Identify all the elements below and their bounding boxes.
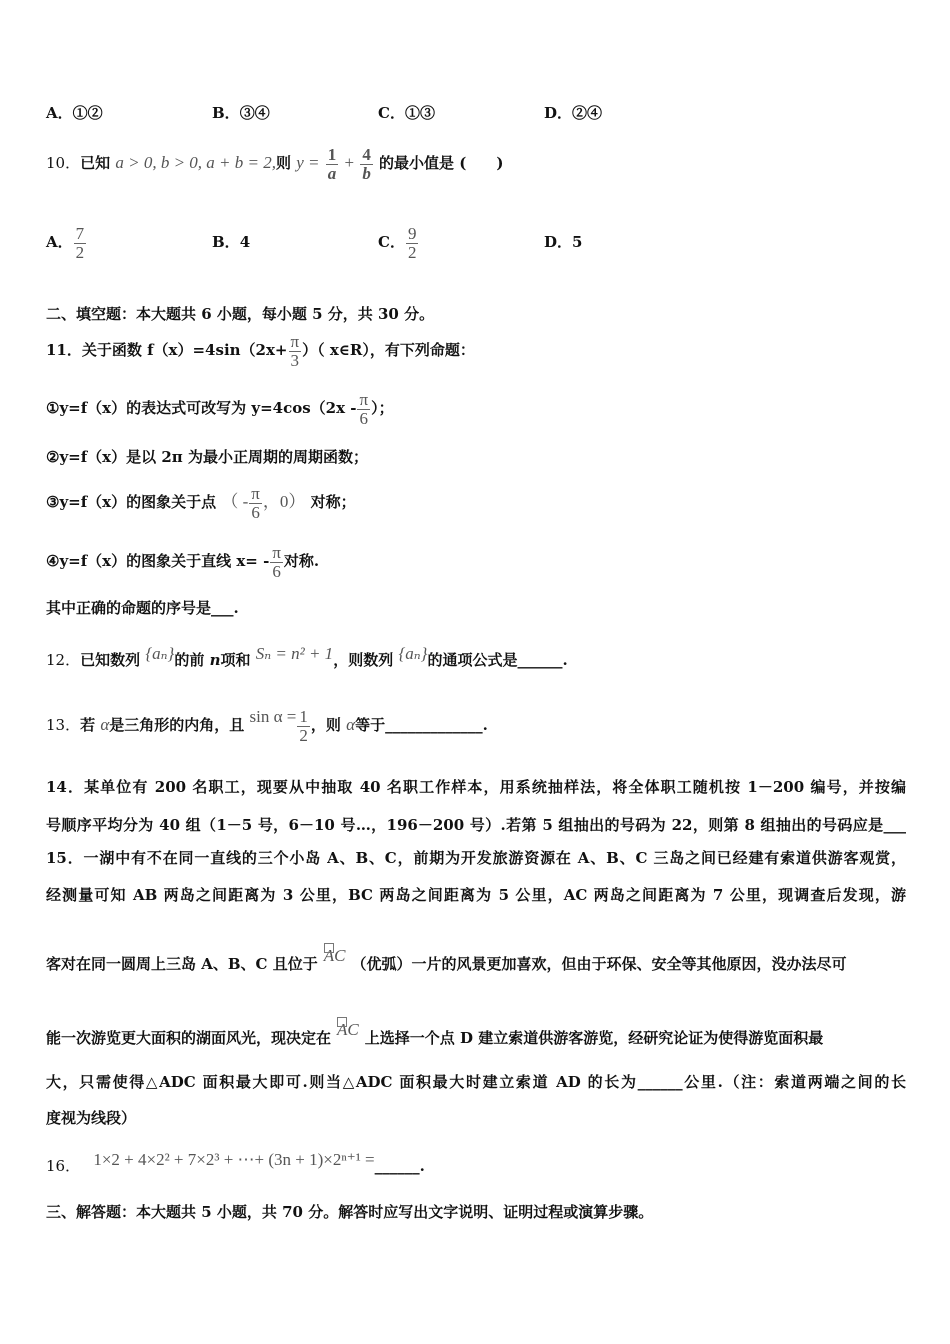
q15-line-2: 经测量可知 AB 两岛之间距离为 3 公里，BC 两岛之间距离为 5 公里，AC 两岛之间距离为 7 公里，现调查后发现，游 xyxy=(46,886,906,904)
q15-line-6: 度视为线段） xyxy=(46,1109,137,1127)
q11-statement-3: ③y=f（x）的图象关于点 （ - $\frac{\pi}{6}$ ，0） 对称； xyxy=(46,483,356,522)
q15-line-4: 能一次游览更大面积的湖面风光，现决定在 AC 上选择一个点 D 建立索道供游客游览，经研究论证为使得游览面积最 xyxy=(46,1020,824,1047)
arc-ac-symbol: AC xyxy=(323,946,346,965)
arc-ac-symbol: AC xyxy=(337,1020,359,1039)
q13-stem: 13．若 α是三角形的内角，且 sin α = $\frac{1}{2}$ ，则 α等于_____________. xyxy=(46,706,488,745)
q10-fraction-4-over-b: $\frac{4}{b}$ xyxy=(362,144,371,183)
q9-option-d: D．②④ xyxy=(544,104,603,122)
q15-line-5: 大，只需使得△ADC 面积最大即可.则当△ADC 面积最大时建立索道 AD 的长为______公里.（注：索道两端之间的长 xyxy=(46,1073,906,1091)
q11-statement-4: ④y=f（x）的图象关于直线 x= - $\frac{\pi}{6}$ 对称. xyxy=(46,542,320,581)
q10-stem: 10．已知 a > 0, b > 0, a + b = 2,则 y = $\frac{1}{a}$ + $\frac{4}{b}$ 的最小值是 ( ) xyxy=(46,144,504,183)
q16-stem: 16． 1×2 + 4×2² + 7×2³ + ⋯+ (3n + 1)×2ⁿ⁺¹ =______. xyxy=(46,1150,425,1175)
q14-line-1: 14．某单位有 200 名职工，现要从中抽取 40 名职工作样本，用系统抽样法，将全体职工随机按 1－200 编号，并按编 xyxy=(46,778,906,796)
q9-option-a: A．①② xyxy=(46,104,103,122)
q15-line-3: 客对在同一圆周上三岛 A、B、C 且位于 AC （优弧）一片的风景更加喜欢，但由于环保、安全等其他原因，没办法尽可 xyxy=(46,946,847,973)
q11-statement-1: ①y=f（x）的表达式可改写为 y=4cos（2x - $\frac{\pi}{6}$ ）； xyxy=(46,389,394,428)
q14-line-2: 号顺序平均分为 40 组（1－5 号，6－10 号…，196－200 号）.若第 5 组抽出的号码为 22，则第 8 组抽出的号码应是___ xyxy=(46,816,906,834)
q10-option-a: A． $\frac{7}{2}$ xyxy=(46,223,85,262)
q10-fraction-1-over-a: $\frac{1}{a}$ xyxy=(327,144,337,183)
q12-stem: 12．已知数列 {aₙ}的前 n项和 Sₙ = n² + 1，则数列 {aₙ}的通项公式是______. xyxy=(46,644,568,669)
q11-question: 其中正确的命题的序号是___. xyxy=(46,599,239,617)
q10-option-b: B．4 xyxy=(212,233,251,251)
q10-option-d: D．5 xyxy=(544,233,583,251)
q15-line-1: 15．一湖中有不在同一直线的三个小岛 A、B、C，前期为开发旅游资源在 A、B、C 三岛之间已经建有索道供游客观赏， xyxy=(46,849,906,867)
section-2-title: 二、填空题：本大题共 6 小题，每小题 5 分，共 30 分。 xyxy=(46,305,435,323)
section-3-title: 三、解答题：本大题共 5 小题，共 70 分。解答时应写出文字说明、证明过程或演算步骤。 xyxy=(46,1203,654,1221)
q11-stem: 11．关于函数 f（x）=4sin（2x+ $\frac{\pi}{3}$ ）（ x∈R），有下列命题： xyxy=(46,331,475,370)
q9-option-b: B．③④ xyxy=(212,104,270,122)
q11-statement-2: ②y=f（x）是以 2π 为最小正周期的周期函数； xyxy=(46,448,368,466)
q9-option-c: C．①③ xyxy=(378,104,435,122)
q10-option-c: C． $\frac{9}{2}$ xyxy=(378,223,417,262)
